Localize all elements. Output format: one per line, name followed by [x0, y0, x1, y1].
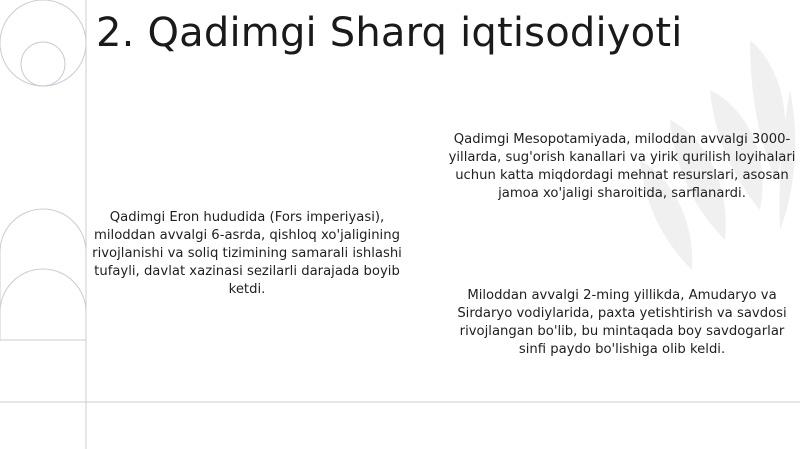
slide-title: 2. Qadimgi Sharq iqtisodiyoti [96, 10, 683, 56]
paragraph-mesopotamia: Qadimgi Mesopotamiyada, miloddan avvalgi 3000-yillarda, sug'orish kanallari va yirik qurilish loyihalari uchun katta miqdordagi mehnat resurslari, asosan jamoa xo'jaligi sharoitida, sarflanardi. [448, 132, 796, 201]
paragraph-persia: Qadimgi Eron hududida (Fors imperiyasi), miloddan avvalgi 6-asrda, qishloq xo'jaligining rivojlanishi va soliq tizimining samarali ishlashi tufayli, davlat xazinasi sezilarli darajada boyib ketdi. [92, 210, 402, 297]
paragraph-amudarya-syrdarya: Miloddan avvalgi 2-ming yillikda, Amudaryo va Sirdaryo vodiylarida, paxta yetishtirish va savdosi rivojlangan bo'lib, bu mintaqada boy savdogarlar sinfi paydo bo'lishiga olib keldi. [457, 288, 787, 357]
inner-circle-ornament [21, 42, 65, 86]
outer-circle-ornament [0, 0, 86, 86]
upper-arch-ornament [0, 209, 86, 340]
lower-arch-ornament [0, 269, 86, 340]
